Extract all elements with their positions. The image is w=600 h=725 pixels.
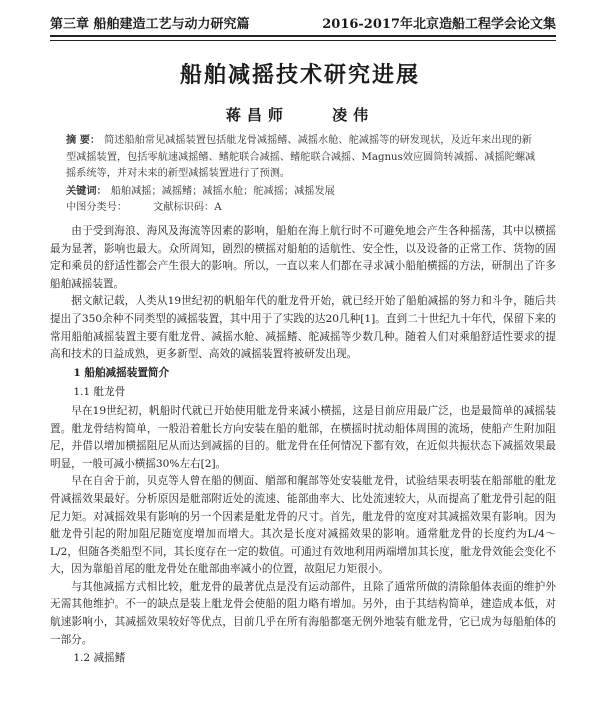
- paragraph-1: 由于受到海浪、海风及海流等因素的影响，船舶在海上航行时不可避免地会产生各种摇荡，其中以横摇最为显著，影响也最大。众所周知，剧烈的横摇对船舶的适航性、安全性，以及设备的正常工作、货物的固定和乘员的舒适性都会产生很大的影响。所以，一直以来人们都在寻求减小船舶横摇的方法，研制出了许多船舶减摇装置。: [50, 225, 556, 290]
- abstract: [66, 132, 542, 217]
- classification-row: [66, 200, 542, 217]
- author-2: 凌伟: [332, 106, 375, 124]
- running-header: [50, 12, 556, 37]
- author-1: 蒋昌师: [225, 106, 289, 124]
- doc-code-label: 文献标识码：A: [153, 202, 222, 213]
- clc-label: 中图分类号：: [66, 202, 128, 213]
- paragraph-5: 与其他减摇方式相比较，舭龙骨的最著优点是没有运动部件，且除了通常所做的清除船体表面的维护外无需其他维护。不一的缺点是装上舭龙骨会使船的阻力略有增加。另外，由于其结构简单，建造成本低，对航速影响小，其减摇效果较好等优点，目前几乎在所有海船都毫无例外地装有舭龙骨，它已成为每船舶体的一部分。: [50, 580, 556, 646]
- keywords-label: 关键词：: [66, 184, 107, 197]
- abstract-label: 摘 要：: [66, 134, 101, 146]
- authors: [0, 104, 600, 125]
- paragraph-2: 据文献记载，人类从19世纪初的帆船年代的舭龙骨开始，就已经开始了船舶减摇的努力和斗争，随后共提出了350余种不同类型的减摇装置，其中用于了实践的达20几种[1]。直到二十世纪九十年代，保留下来的常用船舶减摇装置主要有舭龙骨、减摇水舱、减摇鳍、舵减摇等少数几种。随着人们对乘船舒适性要求的提高和技术的日益成熟，更多新型、高效的减摇装置将被研发出现。: [50, 295, 556, 361]
- abstract-text: [66, 132, 542, 183]
- header-right: 2016-2017年北京造船工程学会论文集: [322, 17, 556, 32]
- paragraph-4: 早在自舍于前，贝克等人曾在船的侧面、艏部和艉部等处安装舭龙骨，试验结果表明装在船部舭的舭龙骨减摇效果最好。分析原因是舭部附近处的流速、能部曲率大、比处流速较大，从而提高了舭龙骨引起的阻尼力矩。对减摇效果有影响的另一个因素是舭龙骨的尺寸。首先，舭龙骨的宽度对其减摇效果有影响。因为舭龙骨引起的附加阻尼随宽度增加而增大。其次是长度对减摇效果的影响。通常舭龙骨的长度约为L/4～L/2，但随各类船型不同，其长度存在一定的数值。可通过有效地利用两端增加其长度，舭龙骨效能会变化不大，因为靠船首尾的舭龙骨处在舭部曲率减小的位置，故阻尼力矩很小。: [50, 475, 556, 576]
- keywords: [66, 183, 542, 201]
- paragraph-3: 早在19世纪初，帆船时代就已开始使用舭龙骨来减小横摇，这是目前应用最广泛，也是最简单的减摇装置。舭龙骨结构简单，一般沿着舭长方向安装在船的舭部，在横摇时扰动船体周围的流场，使船产生附加阻尼，并借以增加横摇阻尼从而达到减摇的目的。舭龙骨在任何情况下都有效，在近似共振状态下减摇效果最明显，一般可减小横摇30%左右[2]。: [50, 404, 556, 470]
- section-heading-1-1: 1.1 舭龙骨: [73, 386, 126, 399]
- paper-title: 船舶减摇技术研究进展: [179, 62, 420, 88]
- body-text: [50, 223, 556, 669]
- section-heading-1: 1 船舶减摇装置简介: [73, 366, 170, 379]
- header-left: 第三章 船舶建造工艺与动力研究篇: [50, 17, 250, 32]
- section-heading-1-2: 1.2 减摇鳍: [73, 652, 126, 665]
- keywords-text: 船舶减摇；减摇鳍；减摇水舱；舵减摇；减摇发展: [110, 185, 335, 197]
- abstract-body: 简述船舶常见减摇装置包括舭龙骨减摇鳍、减摇水舱、舵减摇等的研发现状，及近年来出现的新型减摇装置，包括零航速减摇鳍、鳍舵联合减摇、鳍舵联合减摇、Magnus效应圆筒转减摇、减摇陀螺减摇系统等，并对未来的新型减摇装置进行了预测。: [66, 135, 536, 179]
